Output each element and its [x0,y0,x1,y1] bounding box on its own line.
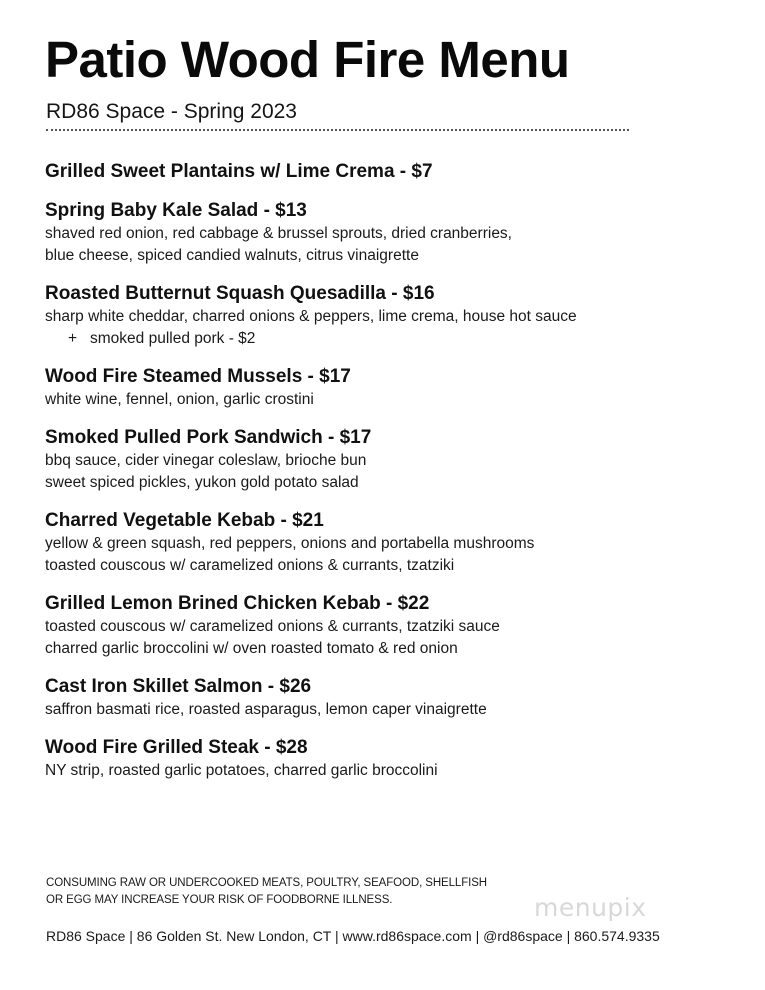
item-description: toasted couscous w/ caramelized onions & currants, tzatziki sauce [45,618,500,635]
menupix-watermark: menupix [534,893,647,922]
item-description: bbq sauce, cider vinegar coleslaw, brioche bun [45,452,367,469]
warning-line: OR EGG MAY INCREASE YOUR RISK OF FOODBORNE ILLNESS. [46,894,393,906]
menu-item-pork-sandwich [45,426,735,494]
menu-item-chicken-kebab [45,592,735,660]
item-description: sharp white cheddar, charred onions & peppers, lime crema, house hot sauce [45,308,577,325]
item-description: shaved red onion, red cabbage & brussel sprouts, dried cranberries, [45,225,512,242]
addon-text: smoked pulled pork - $2 [90,330,256,347]
food-safety-warning [46,875,487,909]
menu-item-plantains [45,160,735,184]
plus-icon: + [68,330,78,347]
item-description: charred garlic broccolini w/ oven roasted tomato & red onion [45,640,458,657]
item-name: Smoked Pulled Pork Sandwich - $17 [45,427,372,448]
warning-line: CONSUMING RAW OR UNDERCOOKED MEATS, POULTRY, SEAFOOD, SHELLFISH [46,877,487,889]
menu-item-steak [45,736,735,782]
contact-footer: RD86 Space | 86 Golden St. New London, CT | www.rd86space.com | @rd86space | 860.574.9335 [46,928,660,944]
page-subtitle: RD86 Space - Spring 2023 [46,100,297,123]
item-description: NY strip, roasted garlic potatoes, charred garlic broccolini [45,762,438,779]
item-name: Roasted Butternut Squash Quesadilla - $16 [45,283,435,304]
menu-item-quesadilla [45,282,735,350]
item-name: Grilled Sweet Plantains w/ Lime Crema - $7 [45,161,433,182]
item-name: Wood Fire Steamed Mussels - $17 [45,366,351,387]
menu-item-mussels [45,365,735,411]
menu-item-salmon [45,675,735,721]
item-name: Cast Iron Skillet Salmon - $26 [45,676,312,697]
item-description: toasted couscous w/ caramelized onions & currants, tzatziki [45,557,455,574]
menu-item-kale-salad [45,199,735,267]
item-name: Spring Baby Kale Salad - $13 [45,200,307,221]
menu-item-vegetable-kebab [45,509,735,577]
item-description: blue cheese, spiced candied walnuts, citrus vinaigrette [45,247,419,264]
item-name: Charred Vegetable Kebab - $21 [45,510,324,531]
item-name: Wood Fire Grilled Steak - $28 [45,737,308,758]
item-addon [45,328,735,350]
page-title: Patio Wood Fire Menu [45,31,570,88]
item-name: Grilled Lemon Brined Chicken Kebab - $22 [45,593,430,614]
menu-items [45,160,735,782]
item-description: sweet spiced pickles, yukon gold potato salad [45,474,359,491]
dotted-divider [46,129,629,131]
item-description: white wine, fennel, onion, garlic crostini [45,391,314,408]
item-description: yellow & green squash, red peppers, onions and portabella mushrooms [45,535,535,552]
item-description: saffron basmati rice, roasted asparagus, lemon caper vinaigrette [45,701,487,718]
